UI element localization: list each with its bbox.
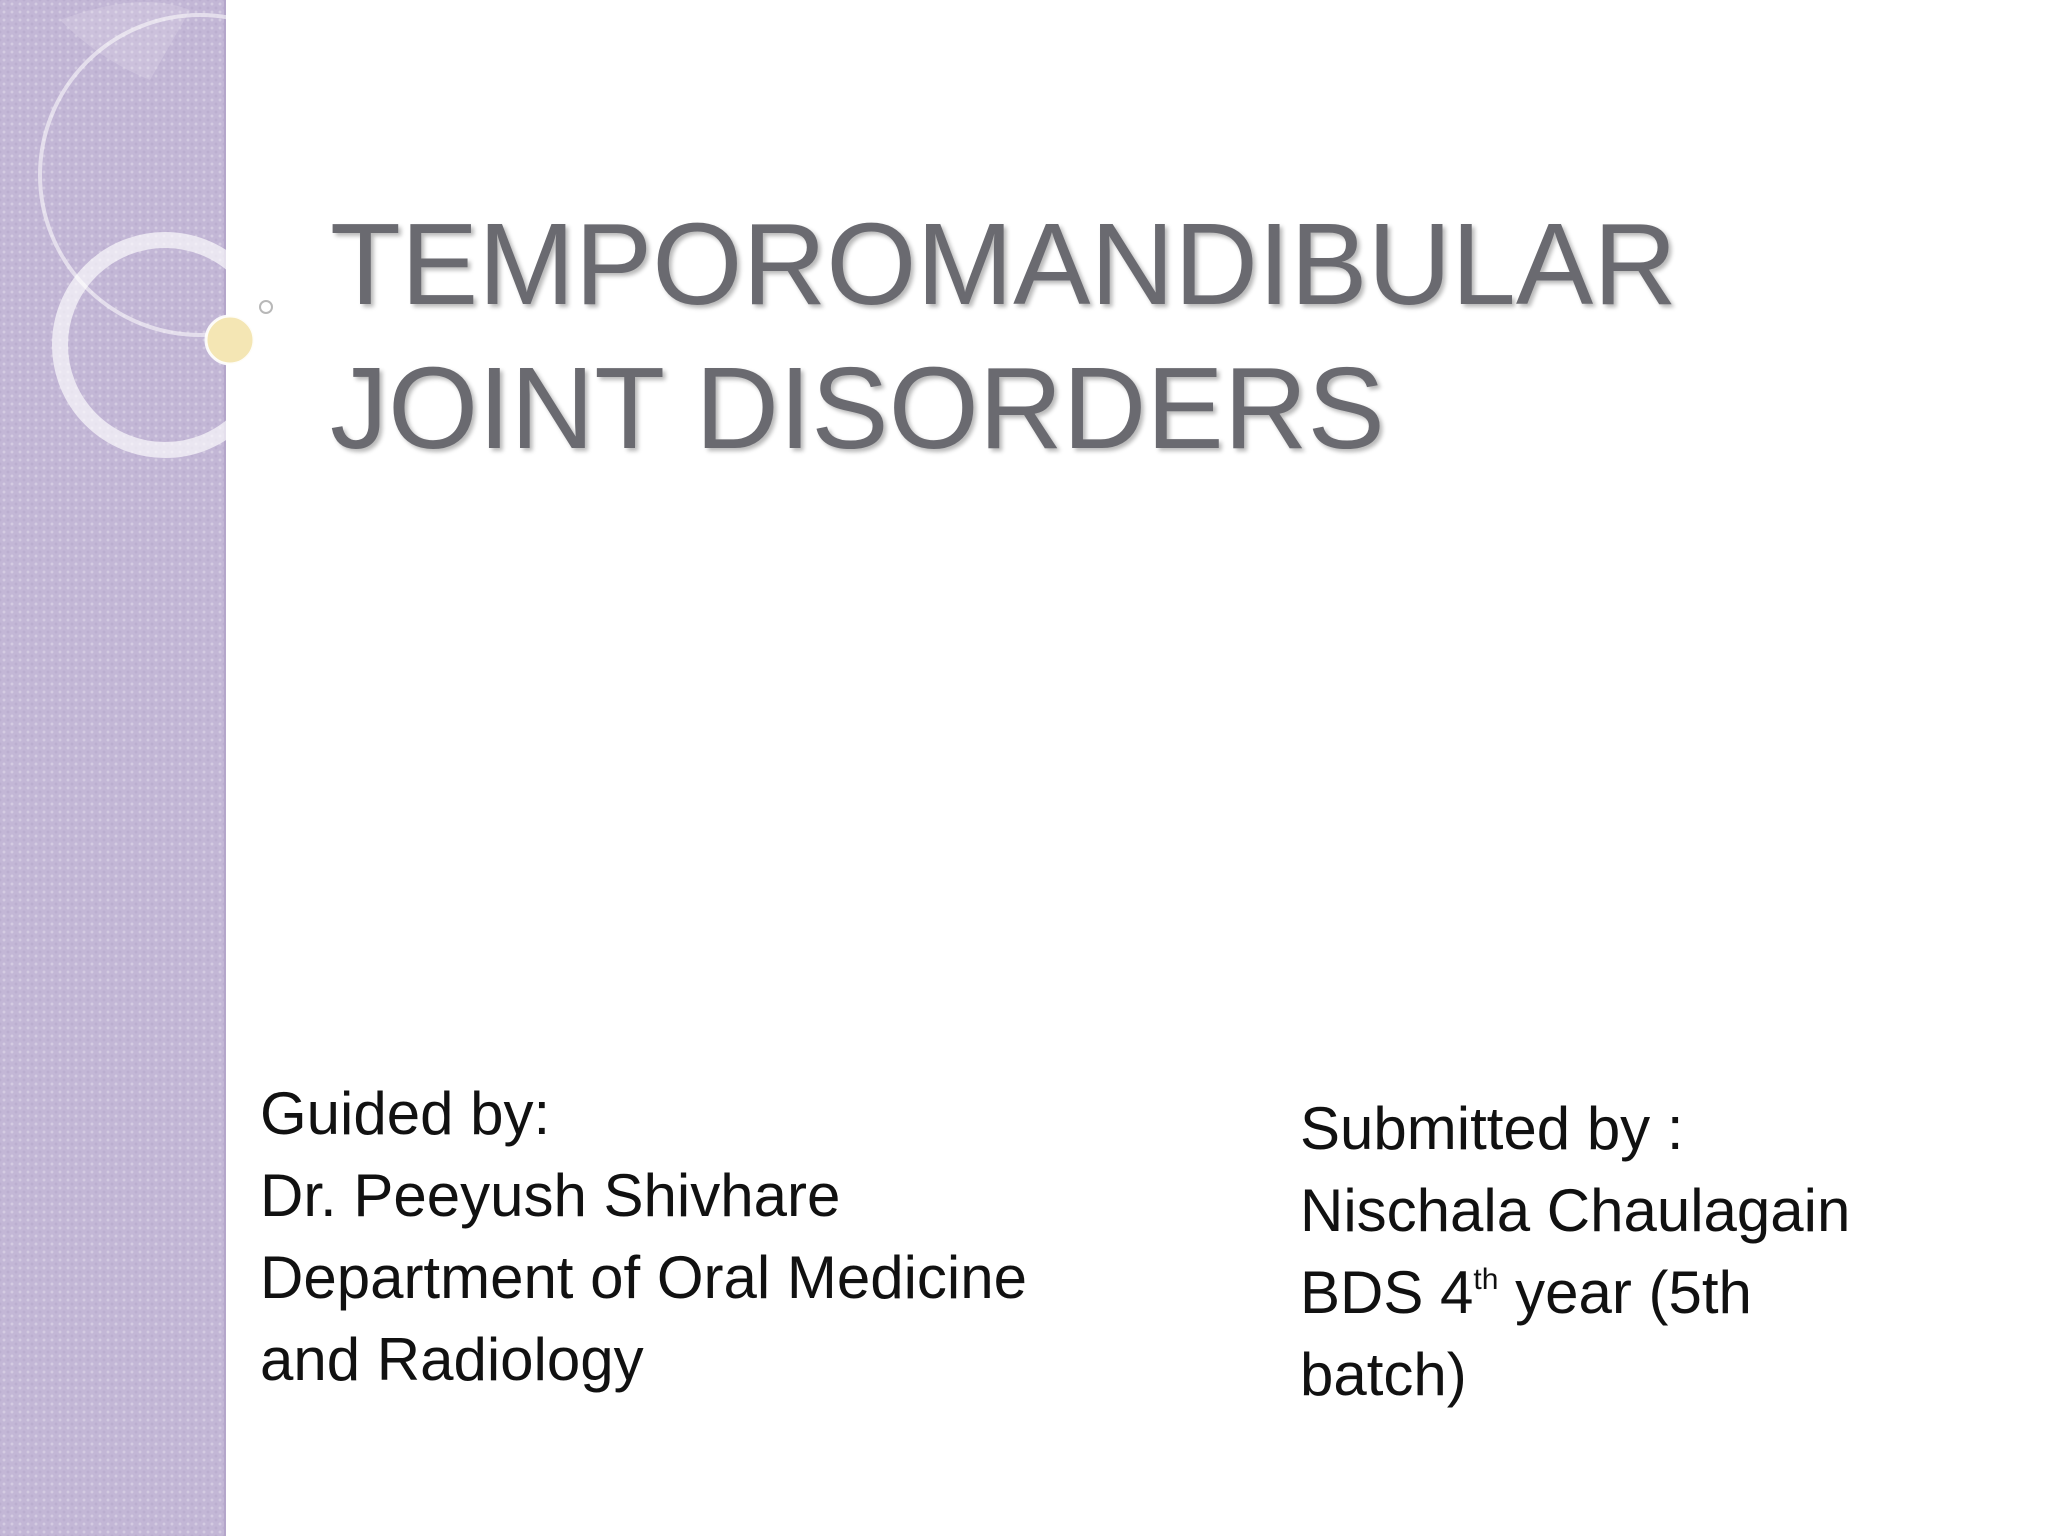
guide-department-line-2: and Radiology: [260, 1326, 644, 1393]
title-line-2: JOINT DISORDERS: [330, 343, 1385, 473]
large-ring: [40, 15, 360, 335]
slide-title: [330, 192, 1890, 480]
decorative-rings: [0, 0, 340, 520]
year-suffix: year (5th: [1498, 1259, 1752, 1326]
year-ordinal-suffix: th: [1473, 1263, 1499, 1296]
year-prefix: BDS 4: [1300, 1259, 1474, 1326]
guide-name: Dr. Peeyush Shivhare: [260, 1162, 841, 1229]
guide-department-line-1: Department of Oral Medicine: [260, 1244, 1027, 1311]
glow-dot: [206, 316, 254, 364]
submitted-by-block: [1300, 1088, 1850, 1416]
student-batch: batch): [1300, 1341, 1467, 1408]
guided-by-block: [260, 1073, 1027, 1401]
submitted-by-label: Submitted by :: [1300, 1095, 1684, 1162]
title-line-1: TEMPOROMANDIBULAR: [330, 199, 1678, 329]
student-year-line: [1300, 1252, 1850, 1334]
guided-by-label: Guided by:: [260, 1080, 551, 1147]
student-name: Nischala Chaulagain: [1300, 1177, 1851, 1244]
